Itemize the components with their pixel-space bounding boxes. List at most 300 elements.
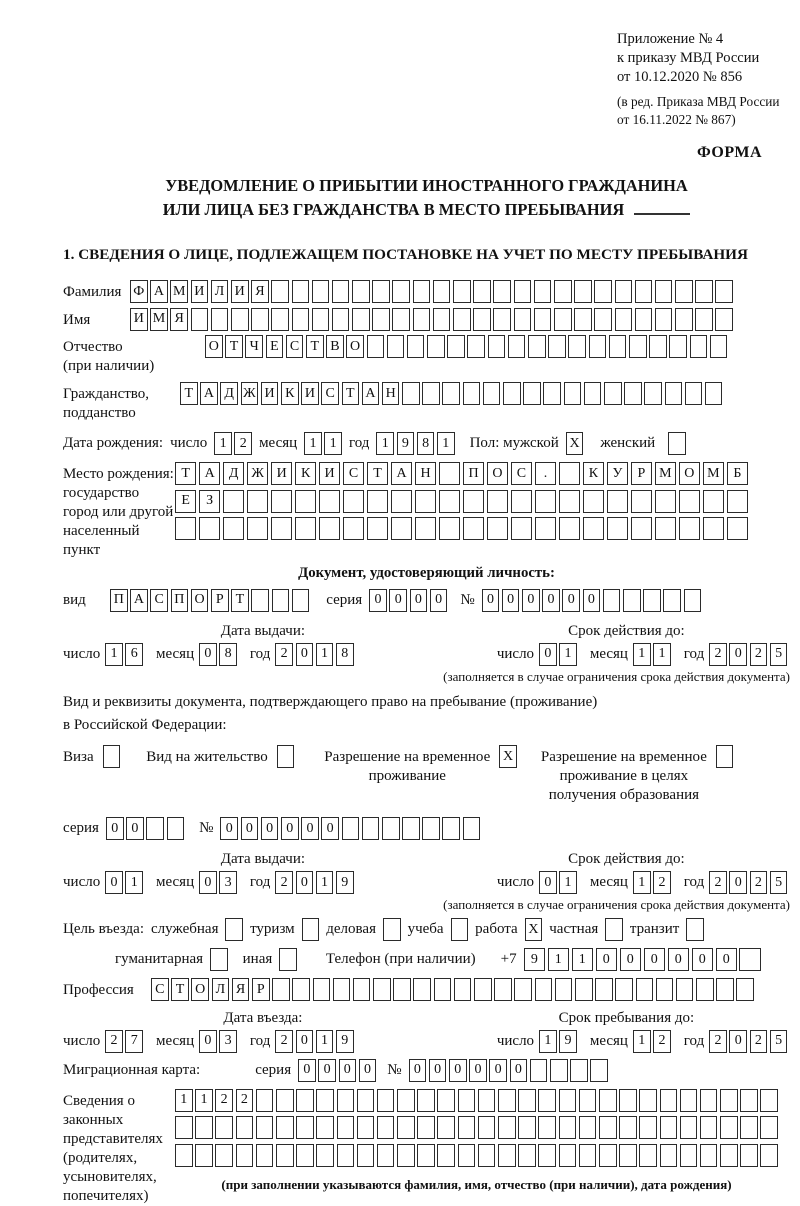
char-cell[interactable]: Л xyxy=(212,978,230,1001)
char-cell[interactable] xyxy=(716,978,734,1001)
char-cell[interactable] xyxy=(695,308,713,331)
char-cell[interactable]: 9 xyxy=(336,871,354,894)
char-cell[interactable] xyxy=(272,978,290,1001)
char-cell[interactable] xyxy=(367,490,388,513)
char-cell[interactable] xyxy=(503,382,521,405)
char-cell[interactable]: 1 xyxy=(324,432,342,455)
char-cell[interactable] xyxy=(352,280,370,303)
char-cell[interactable] xyxy=(590,1059,608,1082)
char-cell[interactable]: 2 xyxy=(275,1030,293,1053)
char-cell[interactable]: М xyxy=(655,462,676,485)
char-cell[interactable] xyxy=(695,280,713,303)
char-cell[interactable]: Т xyxy=(171,978,189,1001)
char-cell[interactable] xyxy=(191,308,209,331)
char-cell[interactable] xyxy=(705,382,723,405)
char-cell[interactable] xyxy=(740,1089,758,1112)
char-cell[interactable]: 0 xyxy=(620,948,641,971)
char-cell[interactable] xyxy=(518,1144,536,1167)
char-cell[interactable] xyxy=(559,1144,577,1167)
char-cell[interactable] xyxy=(337,1116,355,1139)
char-cell[interactable] xyxy=(575,978,593,1001)
char-cell[interactable] xyxy=(195,1116,213,1139)
char-cell[interactable]: 0 xyxy=(429,1059,447,1082)
char-cell[interactable] xyxy=(514,978,532,1001)
char-cell[interactable] xyxy=(210,948,228,971)
char-cell[interactable] xyxy=(343,490,364,513)
char-cell[interactable] xyxy=(292,280,310,303)
char-cell[interactable] xyxy=(276,1089,294,1112)
char-cell[interactable] xyxy=(703,490,724,513)
char-cell[interactable] xyxy=(639,1144,657,1167)
char-cell[interactable]: И xyxy=(301,382,319,405)
char-cell[interactable]: Я xyxy=(232,978,250,1001)
char-cell[interactable] xyxy=(175,1116,193,1139)
char-cell[interactable] xyxy=(319,517,340,540)
char-cell[interactable] xyxy=(402,382,420,405)
char-cell[interactable]: 1 xyxy=(548,948,569,971)
char-cell[interactable] xyxy=(333,978,351,1001)
char-cell[interactable]: О xyxy=(487,462,508,485)
char-cell[interactable]: Т xyxy=(225,335,243,358)
char-cell[interactable] xyxy=(594,280,612,303)
char-cell[interactable] xyxy=(271,308,289,331)
char-cell[interactable]: 0 xyxy=(729,643,747,666)
char-cell[interactable]: Р xyxy=(631,462,652,485)
char-cell[interactable] xyxy=(463,382,481,405)
char-cell[interactable]: Б xyxy=(727,462,748,485)
char-cell[interactable] xyxy=(639,1089,657,1112)
char-cell[interactable] xyxy=(463,517,484,540)
char-cell[interactable] xyxy=(357,1144,375,1167)
char-cell[interactable] xyxy=(583,517,604,540)
char-cell[interactable] xyxy=(316,1144,334,1167)
char-cell[interactable]: 3 xyxy=(219,1030,237,1053)
char-cell[interactable] xyxy=(439,490,460,513)
char-cell[interactable] xyxy=(528,335,546,358)
char-cell[interactable]: 5 xyxy=(770,1030,788,1053)
char-cell[interactable]: 1 xyxy=(175,1089,193,1112)
char-cell[interactable]: В xyxy=(326,335,344,358)
char-cell[interactable] xyxy=(377,1144,395,1167)
char-cell[interactable] xyxy=(740,1116,758,1139)
char-cell[interactable] xyxy=(559,1116,577,1139)
char-cell[interactable]: 0 xyxy=(729,1030,747,1053)
char-cell[interactable] xyxy=(715,308,733,331)
char-cell[interactable] xyxy=(514,280,532,303)
char-cell[interactable]: 2 xyxy=(275,643,293,666)
char-cell[interactable] xyxy=(467,335,485,358)
char-cell[interactable] xyxy=(392,280,410,303)
char-cell[interactable] xyxy=(353,978,371,1001)
char-cell[interactable]: С xyxy=(151,978,169,1001)
char-cell[interactable]: 3 xyxy=(219,871,237,894)
char-cell[interactable] xyxy=(463,817,481,840)
char-cell[interactable] xyxy=(211,308,229,331)
char-cell[interactable]: 1 xyxy=(653,643,671,666)
char-cell[interactable]: Р xyxy=(211,589,229,612)
char-cell[interactable] xyxy=(534,308,552,331)
char-cell[interactable] xyxy=(498,1144,516,1167)
char-cell[interactable] xyxy=(493,280,511,303)
char-cell[interactable] xyxy=(473,280,491,303)
char-cell[interactable] xyxy=(655,308,673,331)
char-cell[interactable] xyxy=(635,280,653,303)
char-cell[interactable]: Ж xyxy=(241,382,259,405)
char-cell[interactable] xyxy=(643,589,661,612)
char-cell[interactable]: 0 xyxy=(389,589,407,612)
char-cell[interactable] xyxy=(391,490,412,513)
char-cell[interactable] xyxy=(103,745,121,768)
char-cell[interactable] xyxy=(736,978,754,1001)
char-cell[interactable] xyxy=(716,745,734,768)
char-cell[interactable] xyxy=(167,817,185,840)
char-cell[interactable]: Д xyxy=(220,382,238,405)
char-cell[interactable]: А xyxy=(199,462,220,485)
char-cell[interactable] xyxy=(332,308,350,331)
char-cell[interactable] xyxy=(655,280,673,303)
char-cell[interactable]: Я xyxy=(251,280,269,303)
char-cell[interactable]: П xyxy=(463,462,484,485)
char-cell[interactable]: О xyxy=(191,978,209,1001)
char-cell[interactable]: И xyxy=(271,462,292,485)
char-cell[interactable] xyxy=(451,918,469,941)
char-cell[interactable] xyxy=(415,517,436,540)
char-cell[interactable] xyxy=(760,1089,778,1112)
char-cell[interactable] xyxy=(312,308,330,331)
char-cell[interactable]: Е xyxy=(175,490,196,513)
char-cell[interactable] xyxy=(397,1116,415,1139)
char-cell[interactable] xyxy=(276,1116,294,1139)
char-cell[interactable]: 0 xyxy=(298,1059,316,1082)
char-cell[interactable] xyxy=(343,517,364,540)
char-cell[interactable] xyxy=(236,1144,254,1167)
char-cell[interactable] xyxy=(559,517,580,540)
char-cell[interactable]: 0 xyxy=(369,589,387,612)
char-cell[interactable] xyxy=(548,335,566,358)
char-cell[interactable]: Н xyxy=(415,462,436,485)
char-cell[interactable] xyxy=(433,308,451,331)
char-cell[interactable] xyxy=(727,517,748,540)
char-cell[interactable]: 0 xyxy=(489,1059,507,1082)
char-cell[interactable] xyxy=(417,1144,435,1167)
char-cell[interactable] xyxy=(413,308,431,331)
char-cell[interactable]: О xyxy=(679,462,700,485)
char-cell[interactable] xyxy=(279,948,297,971)
char-cell[interactable] xyxy=(397,1089,415,1112)
char-cell[interactable]: 0 xyxy=(281,817,299,840)
char-cell[interactable]: 9 xyxy=(524,948,545,971)
char-cell[interactable] xyxy=(514,308,532,331)
char-cell[interactable] xyxy=(442,817,460,840)
char-cell[interactable] xyxy=(663,589,681,612)
char-cell[interactable] xyxy=(295,517,316,540)
char-cell[interactable] xyxy=(680,1089,698,1112)
char-cell[interactable]: 8 xyxy=(219,643,237,666)
char-cell[interactable]: 0 xyxy=(199,643,217,666)
char-cell[interactable] xyxy=(675,308,693,331)
char-cell[interactable] xyxy=(367,335,385,358)
char-cell[interactable] xyxy=(660,1116,678,1139)
char-cell[interactable]: X xyxy=(525,918,543,941)
char-cell[interactable] xyxy=(272,589,290,612)
char-cell[interactable]: 0 xyxy=(510,1059,528,1082)
char-cell[interactable] xyxy=(595,978,613,1001)
char-cell[interactable] xyxy=(696,978,714,1001)
char-cell[interactable] xyxy=(251,308,269,331)
char-cell[interactable]: 1 xyxy=(437,432,455,455)
char-cell[interactable]: 1 xyxy=(304,432,322,455)
char-cell[interactable] xyxy=(295,490,316,513)
char-cell[interactable]: 1 xyxy=(633,871,651,894)
char-cell[interactable] xyxy=(332,280,350,303)
char-cell[interactable] xyxy=(554,280,572,303)
char-cell[interactable] xyxy=(387,335,405,358)
char-cell[interactable] xyxy=(619,1116,637,1139)
char-cell[interactable] xyxy=(534,280,552,303)
char-cell[interactable]: С xyxy=(150,589,168,612)
char-cell[interactable] xyxy=(703,517,724,540)
char-cell[interactable] xyxy=(604,382,622,405)
char-cell[interactable] xyxy=(383,918,401,941)
char-cell[interactable]: X xyxy=(499,745,517,768)
char-cell[interactable]: 0 xyxy=(296,1030,314,1053)
char-cell[interactable] xyxy=(256,1144,274,1167)
char-cell[interactable]: И xyxy=(191,280,209,303)
char-cell[interactable]: 2 xyxy=(750,871,768,894)
char-cell[interactable] xyxy=(518,1089,536,1112)
char-cell[interactable]: О xyxy=(346,335,364,358)
char-cell[interactable]: 1 xyxy=(125,871,143,894)
char-cell[interactable]: О xyxy=(205,335,223,358)
char-cell[interactable] xyxy=(407,335,425,358)
char-cell[interactable] xyxy=(478,1089,496,1112)
char-cell[interactable] xyxy=(538,1144,556,1167)
char-cell[interactable]: Т xyxy=(306,335,324,358)
char-cell[interactable]: 0 xyxy=(199,871,217,894)
char-cell[interactable] xyxy=(439,517,460,540)
char-cell[interactable] xyxy=(256,1116,274,1139)
char-cell[interactable] xyxy=(422,817,440,840)
char-cell[interactable] xyxy=(609,335,627,358)
char-cell[interactable] xyxy=(538,1089,556,1112)
char-cell[interactable] xyxy=(313,978,331,1001)
char-cell[interactable] xyxy=(337,1144,355,1167)
char-cell[interactable] xyxy=(530,1059,548,1082)
char-cell[interactable] xyxy=(680,1116,698,1139)
char-cell[interactable] xyxy=(247,490,268,513)
char-cell[interactable]: 1 xyxy=(376,432,394,455)
char-cell[interactable]: А xyxy=(362,382,380,405)
char-cell[interactable]: Ф xyxy=(130,280,148,303)
char-cell[interactable] xyxy=(583,490,604,513)
char-cell[interactable] xyxy=(684,589,702,612)
char-cell[interactable] xyxy=(382,817,400,840)
char-cell[interactable]: 0 xyxy=(562,589,580,612)
char-cell[interactable] xyxy=(215,1116,233,1139)
char-cell[interactable]: П xyxy=(171,589,189,612)
char-cell[interactable] xyxy=(665,382,683,405)
char-cell[interactable] xyxy=(599,1144,617,1167)
char-cell[interactable]: Р xyxy=(252,978,270,1001)
char-cell[interactable] xyxy=(564,382,582,405)
char-cell[interactable] xyxy=(594,308,612,331)
char-cell[interactable]: 0 xyxy=(522,589,540,612)
char-cell[interactable] xyxy=(453,280,471,303)
char-cell[interactable]: Т xyxy=(367,462,388,485)
char-cell[interactable]: Т xyxy=(342,382,360,405)
char-cell[interactable] xyxy=(511,517,532,540)
char-cell[interactable] xyxy=(555,978,573,1001)
char-cell[interactable] xyxy=(740,1144,758,1167)
char-cell[interactable]: М xyxy=(703,462,724,485)
char-cell[interactable]: 0 xyxy=(539,871,557,894)
char-cell[interactable] xyxy=(454,978,472,1001)
char-cell[interactable]: X xyxy=(566,432,584,455)
char-cell[interactable]: М xyxy=(150,308,168,331)
char-cell[interactable] xyxy=(676,978,694,1001)
char-cell[interactable]: 0 xyxy=(668,948,689,971)
char-cell[interactable] xyxy=(434,978,452,1001)
char-cell[interactable] xyxy=(377,1116,395,1139)
char-cell[interactable] xyxy=(629,335,647,358)
char-cell[interactable] xyxy=(215,1144,233,1167)
char-cell[interactable]: 1 xyxy=(633,643,651,666)
char-cell[interactable] xyxy=(175,1144,193,1167)
char-cell[interactable]: 0 xyxy=(296,643,314,666)
char-cell[interactable] xyxy=(570,1059,588,1082)
char-cell[interactable]: 0 xyxy=(106,817,124,840)
char-cell[interactable]: Е xyxy=(266,335,284,358)
char-cell[interactable] xyxy=(236,1116,254,1139)
char-cell[interactable] xyxy=(292,589,310,612)
char-cell[interactable]: 1 xyxy=(316,1030,334,1053)
char-cell[interactable]: 0 xyxy=(729,871,747,894)
char-cell[interactable] xyxy=(372,308,390,331)
char-cell[interactable] xyxy=(535,517,556,540)
char-cell[interactable]: 1 xyxy=(559,871,577,894)
char-cell[interactable] xyxy=(574,308,592,331)
char-cell[interactable]: 0 xyxy=(261,817,279,840)
char-cell[interactable] xyxy=(655,517,676,540)
char-cell[interactable] xyxy=(649,335,667,358)
char-cell[interactable] xyxy=(584,382,602,405)
char-cell[interactable]: Н xyxy=(382,382,400,405)
char-cell[interactable] xyxy=(720,1144,738,1167)
char-cell[interactable] xyxy=(296,1089,314,1112)
char-cell[interactable]: . xyxy=(535,462,556,485)
char-cell[interactable] xyxy=(760,1116,778,1139)
char-cell[interactable]: 2 xyxy=(709,871,727,894)
char-cell[interactable]: И xyxy=(130,308,148,331)
char-cell[interactable] xyxy=(223,490,244,513)
char-cell[interactable] xyxy=(302,918,320,941)
char-cell[interactable] xyxy=(535,490,556,513)
char-cell[interactable]: 2 xyxy=(653,1030,671,1053)
char-cell[interactable] xyxy=(362,817,380,840)
char-cell[interactable] xyxy=(488,335,506,358)
char-cell[interactable] xyxy=(296,1116,314,1139)
char-cell[interactable]: 2 xyxy=(750,643,768,666)
char-cell[interactable] xyxy=(639,1116,657,1139)
char-cell[interactable]: 0 xyxy=(583,589,601,612)
char-cell[interactable]: 1 xyxy=(105,643,123,666)
char-cell[interactable] xyxy=(686,918,704,941)
char-cell[interactable] xyxy=(413,978,431,1001)
char-cell[interactable] xyxy=(623,589,641,612)
char-cell[interactable]: 2 xyxy=(709,643,727,666)
char-cell[interactable]: 2 xyxy=(215,1089,233,1112)
char-cell[interactable] xyxy=(225,918,243,941)
char-cell[interactable]: 0 xyxy=(692,948,713,971)
char-cell[interactable] xyxy=(312,280,330,303)
char-cell[interactable] xyxy=(199,517,220,540)
char-cell[interactable]: 5 xyxy=(770,643,788,666)
char-cell[interactable] xyxy=(392,308,410,331)
char-cell[interactable] xyxy=(579,1116,597,1139)
char-cell[interactable] xyxy=(579,1144,597,1167)
char-cell[interactable]: 2 xyxy=(750,1030,768,1053)
char-cell[interactable]: 1 xyxy=(316,643,334,666)
char-cell[interactable] xyxy=(417,1089,435,1112)
char-cell[interactable] xyxy=(427,335,445,358)
char-cell[interactable]: 0 xyxy=(105,871,123,894)
char-cell[interactable] xyxy=(656,978,674,1001)
char-cell[interactable] xyxy=(357,1089,375,1112)
char-cell[interactable]: Т xyxy=(175,462,196,485)
char-cell[interactable]: Л xyxy=(211,280,229,303)
char-cell[interactable]: 0 xyxy=(410,589,428,612)
char-cell[interactable] xyxy=(700,1116,718,1139)
char-cell[interactable]: 0 xyxy=(321,817,339,840)
char-cell[interactable] xyxy=(559,1089,577,1112)
char-cell[interactable]: 1 xyxy=(539,1030,557,1053)
char-cell[interactable] xyxy=(605,918,623,941)
char-cell[interactable]: Я xyxy=(170,308,188,331)
char-cell[interactable] xyxy=(715,280,733,303)
char-cell[interactable]: 0 xyxy=(241,817,259,840)
char-cell[interactable] xyxy=(710,335,728,358)
char-cell[interactable] xyxy=(271,490,292,513)
char-cell[interactable] xyxy=(422,382,440,405)
char-cell[interactable] xyxy=(690,335,708,358)
char-cell[interactable] xyxy=(373,978,391,1001)
char-cell[interactable] xyxy=(447,335,465,358)
char-cell[interactable] xyxy=(550,1059,568,1082)
char-cell[interactable] xyxy=(669,335,687,358)
char-cell[interactable]: А xyxy=(150,280,168,303)
char-cell[interactable] xyxy=(415,490,436,513)
char-cell[interactable] xyxy=(277,745,295,768)
char-cell[interactable]: 2 xyxy=(653,871,671,894)
char-cell[interactable] xyxy=(437,1116,455,1139)
char-cell[interactable] xyxy=(607,517,628,540)
char-cell[interactable]: 1 xyxy=(633,1030,651,1053)
char-cell[interactable] xyxy=(393,978,411,1001)
char-cell[interactable] xyxy=(463,490,484,513)
char-cell[interactable]: А xyxy=(391,462,412,485)
char-cell[interactable]: З xyxy=(199,490,220,513)
char-cell[interactable] xyxy=(635,308,653,331)
char-cell[interactable]: 2 xyxy=(275,871,293,894)
char-cell[interactable] xyxy=(543,382,561,405)
char-cell[interactable] xyxy=(523,382,541,405)
char-cell[interactable]: 2 xyxy=(709,1030,727,1053)
char-cell[interactable] xyxy=(607,490,628,513)
char-cell[interactable]: С xyxy=(343,462,364,485)
char-cell[interactable] xyxy=(413,280,431,303)
char-cell[interactable]: Т xyxy=(180,382,198,405)
char-cell[interactable]: Ж xyxy=(247,462,268,485)
